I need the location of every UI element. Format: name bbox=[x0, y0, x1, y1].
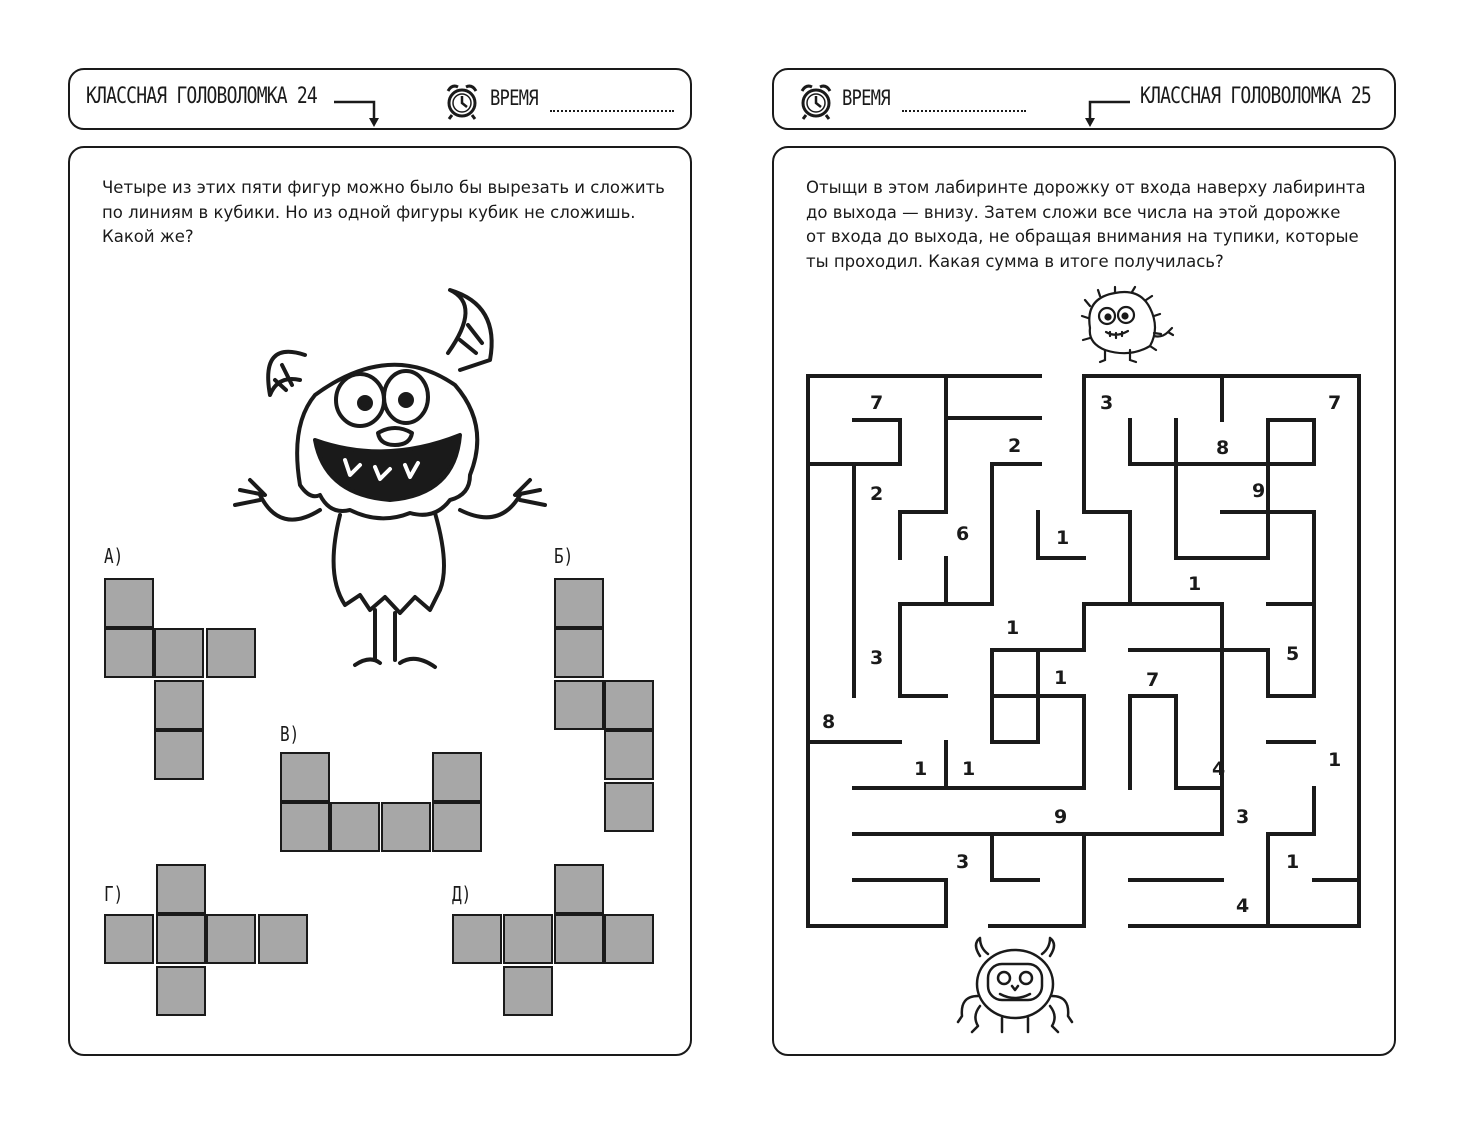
shape-label-b: Б) bbox=[554, 544, 574, 568]
shape-g-cell bbox=[206, 914, 256, 964]
shape-b-cell bbox=[604, 730, 654, 780]
arrow-down-left-icon bbox=[1082, 96, 1132, 130]
left-task-text: Четыре из этих пяти фигур можно было бы вырезать и сложить по линиям в кубики. Но из одной фигуры кубик не сложишь. Какой же? bbox=[102, 178, 665, 246]
maze[interactable] bbox=[806, 374, 1362, 928]
shape-b-cell bbox=[554, 578, 604, 628]
right-time-label: ВРЕМЯ bbox=[842, 86, 890, 110]
maze-number: 7 bbox=[1146, 669, 1160, 691]
shape-a-cell bbox=[104, 578, 154, 628]
shape-d-cell bbox=[503, 966, 553, 1016]
maze-number: 8 bbox=[1216, 437, 1230, 459]
maze-number: 3 bbox=[1236, 806, 1250, 828]
right-task-text: Отыщи в этом лабиринте дорожку от входа наверху лабиринта до выхода — внизу. Затем сложи все числа на этой дорожке от входа до выхода, не обращая внимания на тупики, которые ты проходил. Какая сумма в итоге получилась? bbox=[806, 178, 1366, 271]
shape-v-cell bbox=[280, 752, 330, 802]
maze-number: 1 bbox=[1188, 573, 1202, 595]
maze-number: 7 bbox=[1328, 392, 1342, 414]
shape-d-cell bbox=[554, 864, 604, 914]
shape-label-a: А) bbox=[104, 544, 124, 568]
maze-number: 1 bbox=[1056, 527, 1070, 549]
shape-d-cell bbox=[604, 914, 654, 964]
maze-number: 1 bbox=[1286, 851, 1300, 873]
left-time-field[interactable] bbox=[550, 110, 674, 112]
right-header bbox=[772, 68, 1396, 130]
shape-g-cell bbox=[156, 864, 206, 914]
shape-a-cell bbox=[104, 628, 154, 678]
alarm-clock-icon bbox=[444, 82, 480, 120]
maze-number: 9 bbox=[1252, 480, 1266, 502]
shape-v-cell bbox=[280, 802, 330, 852]
shape-g-cell bbox=[258, 914, 308, 964]
shape-label-d: Д) bbox=[452, 882, 472, 906]
right-puzzle-title: КЛАССНАЯ ГОЛОВОЛОМКА 25 bbox=[1140, 84, 1371, 109]
left-time-label: ВРЕМЯ bbox=[490, 86, 538, 110]
shape-v-cell bbox=[432, 802, 482, 852]
maze-number: 3 bbox=[1100, 392, 1114, 414]
horned-monster-illustration bbox=[220, 285, 560, 685]
maze-number: 1 bbox=[1006, 617, 1020, 639]
maze-number: 7 bbox=[870, 392, 884, 414]
maze-number: 3 bbox=[870, 647, 884, 669]
arrow-down-icon bbox=[332, 96, 382, 130]
skull-spider-monster-illustration bbox=[950, 936, 1090, 1041]
left-header bbox=[68, 68, 692, 130]
right-time-field[interactable] bbox=[902, 110, 1026, 112]
shape-label-g: Г) bbox=[104, 882, 124, 906]
maze-number: 2 bbox=[870, 483, 884, 505]
alarm-clock-icon bbox=[798, 82, 834, 120]
shape-d-cell bbox=[503, 914, 553, 964]
shape-v-cell bbox=[432, 752, 482, 802]
maze-number: 6 bbox=[956, 523, 970, 545]
maze-number: 2 bbox=[1008, 435, 1022, 457]
maze-number: 1 bbox=[1054, 667, 1068, 689]
maze-number: 1 bbox=[914, 758, 928, 780]
maze-number: 3 bbox=[956, 851, 970, 873]
shape-g-cell bbox=[156, 914, 206, 964]
maze-number: 9 bbox=[1054, 806, 1068, 828]
shape-d-cell bbox=[554, 914, 604, 964]
shape-g-cell bbox=[156, 966, 206, 1016]
fuzzy-monster-illustration bbox=[1080, 288, 1180, 368]
maze-number: 1 bbox=[962, 758, 976, 780]
maze-number: 5 bbox=[1286, 643, 1300, 665]
shape-v-cell bbox=[381, 802, 431, 852]
maze-number: 4 bbox=[1212, 758, 1226, 780]
shape-b-cell bbox=[604, 680, 654, 730]
shape-label-v: В) bbox=[280, 722, 300, 746]
shape-g-cell bbox=[104, 914, 154, 964]
shape-a-cell bbox=[206, 628, 256, 678]
maze-number: 1 bbox=[1328, 749, 1342, 771]
shape-b-cell bbox=[604, 782, 654, 832]
shape-a-cell bbox=[154, 730, 204, 780]
left-puzzle-title: КЛАССНАЯ ГОЛОВОЛОМКА 24 bbox=[86, 84, 317, 109]
shape-d-cell bbox=[452, 914, 502, 964]
shape-a-cell bbox=[154, 628, 204, 678]
shape-b-cell bbox=[554, 628, 604, 678]
maze-number: 4 bbox=[1236, 895, 1250, 917]
shape-b-cell bbox=[554, 680, 604, 730]
maze-number: 8 bbox=[822, 711, 836, 733]
shape-v-cell bbox=[330, 802, 380, 852]
shape-a-cell bbox=[154, 680, 204, 730]
